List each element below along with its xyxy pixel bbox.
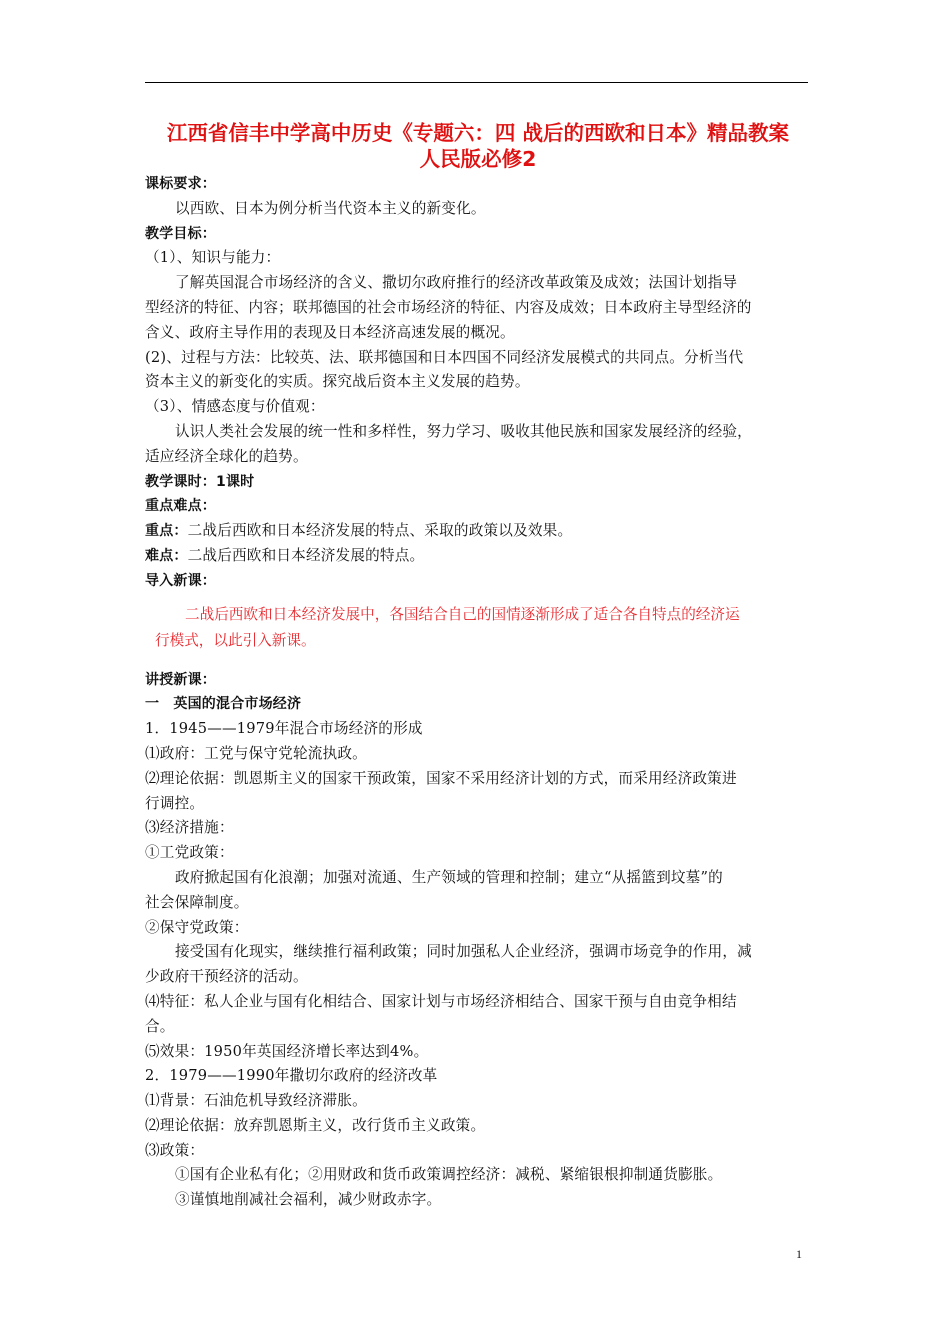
hard-point-text: 二战后西欧和日本经济发展的特点。 — [187, 546, 425, 564]
intro-text-line: 二战后西欧和日本经济发展中，各国结合自己的国情逐渐形成了适合各自特点的经济运 — [185, 605, 740, 623]
goal-1-heading: （1）、知识与能力： — [145, 249, 281, 267]
goal-3-heading: （3）、情感态度与价值观： — [145, 398, 325, 416]
document-title — [145, 120, 811, 172]
intro-text-line: 行模式，以此引入新课。 — [155, 631, 316, 649]
point-item: ⑵理论依据：凯恩斯主义的国家干预政策，国家不采用经济计划的方式，而采用经济政策进 — [145, 769, 737, 787]
goal-2-line: 资本主义的新变化的实质。探究战后资本主义发展的趋势。 — [145, 373, 530, 391]
paragraph-line: ③谨慎地削减社会福利，减少财政赤字。 — [175, 1191, 442, 1209]
lecture-heading: 讲授新课： — [145, 671, 216, 688]
point-item: 行调控。 — [145, 794, 205, 812]
title-line-2: 人民版必修2 — [419, 147, 537, 171]
title-line-1: 江西省信丰中学高中历史《专题六：四 战后的西欧和日本》精品教案 — [166, 121, 790, 145]
point-item: ⑵理论依据：放弃凯恩斯主义，改行货币主义政策。 — [145, 1116, 486, 1134]
goal-1-line: 了解英国混合市场经济的含义、撒切尔政府推行的经济改革政策及成效；法国计划指导 — [175, 274, 738, 292]
section-heading: 一 英国的混合市场经济 — [145, 696, 302, 713]
goal-1-line: 含义、政府主导作用的表现及日本经济高速发展的概况。 — [145, 323, 515, 341]
key-point-label: 重点： — [145, 523, 188, 540]
page-number: 1 — [796, 1247, 802, 1261]
key-point — [145, 519, 811, 544]
intro-heading: 导入新课： — [145, 572, 216, 589]
standard-heading: 课标要求： — [145, 176, 216, 192]
header-rule — [145, 82, 808, 83]
key-point-text: 二战后西欧和日本经济发展的特点、采取的政策以及效果。 — [187, 522, 573, 540]
point-item: ⑶政策： — [145, 1141, 205, 1159]
paragraph-line: 接受国有化现实，继续推行福利政策；同时加强私人企业经济，强调市场竞争的作用，减 — [175, 943, 752, 961]
class-hours: 教学课时：1课时 — [145, 473, 255, 490]
hard-point — [145, 544, 811, 569]
sub-heading: ②保守党政策： — [145, 918, 249, 936]
point-item: ⑷特征：私人企业与国有化相结合、国家计划与市场经济相结合、国家干预与自由竞争相结 — [145, 992, 737, 1010]
document-page — [145, 120, 811, 1213]
paragraph-line: 政府掀起国有化浪潮；加强对流通、生产领域的管理和控制；建立“从摇篮到坟墓”的 — [175, 868, 723, 886]
point-item: ⑴背景：石油危机导致经济滞胀。 — [145, 1092, 367, 1110]
hard-point-label: 难点： — [145, 547, 188, 564]
point-item: ⑴政府：工党与保守党轮流执政。 — [145, 744, 367, 762]
point-item: ⑶经济措施： — [145, 819, 234, 837]
difficulty-heading: 重点难点： — [145, 498, 216, 515]
point-item: ⑸效果：1950年英国经济增长率达到4%。 — [145, 1042, 429, 1060]
sub-heading: ①工党政策： — [145, 844, 234, 862]
point-heading: 2．1979——1990年撒切尔政府的经济改革 — [145, 1067, 438, 1085]
point-item: 合。 — [145, 1017, 175, 1035]
goal-2-line: (2)、过程与方法：比较英、法、联邦德国和日本四国不同经济发展模式的共同点。分析当代 — [145, 348, 744, 366]
point-heading: 1．1945——1979年混合市场经济的形成 — [145, 720, 423, 738]
paragraph-line: ①国有企业私有化；②用财政和货币政策调控经济：减税、紧缩银根抑制通货膨胀。 — [175, 1166, 723, 1184]
paragraph-line: 少政府干预经济的活动。 — [145, 968, 308, 986]
paragraph-line: 社会保障制度。 — [145, 893, 249, 911]
goals-heading: 教学目标： — [145, 225, 216, 242]
goal-1-line: 型经济的特征、内容；联邦德国的社会市场经济的特征、内容及成效；日本政府主导型经济的 — [145, 298, 752, 316]
goal-3-line: 适应经济全球化的趋势。 — [145, 447, 308, 465]
goal-3-line: 认识人类社会发展的统一性和多样性，努力学习、吸收其他民族和国家发展经济的经验， — [175, 422, 752, 440]
standard-text: 以西欧、日本为例分析当代资本主义的新变化。 — [175, 199, 486, 217]
